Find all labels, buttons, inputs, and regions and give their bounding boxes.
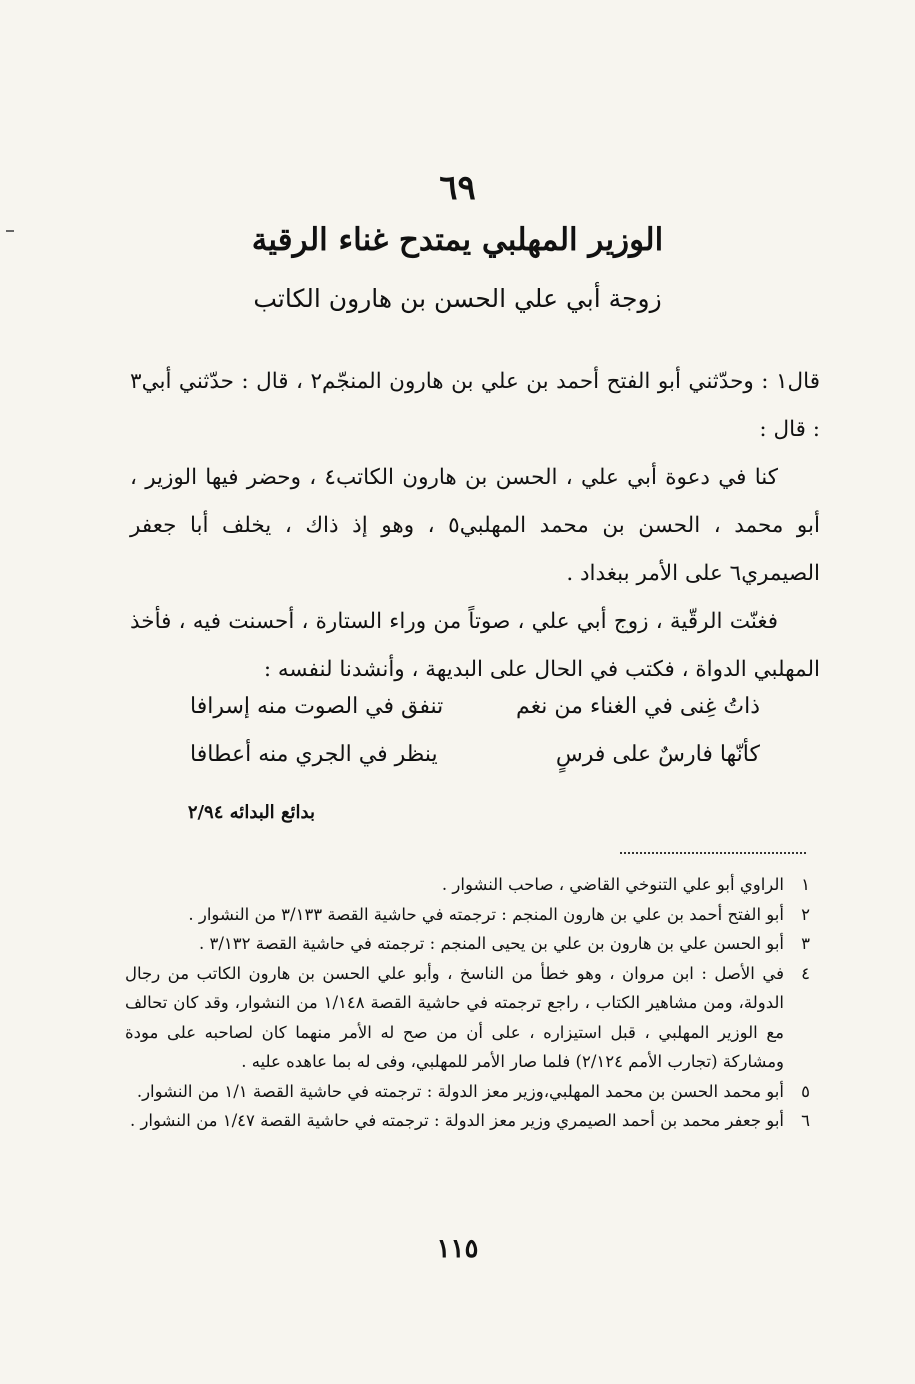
footnote-number: ٥ — [801, 1081, 810, 1101]
footnotes — [125, 870, 810, 1136]
verse-hemistich: تنفق في الصوت منه إسرافا — [190, 694, 444, 719]
verse-hemistich: ينظر في الجري منه أعطافا — [190, 742, 438, 767]
page-number: ١١٥ — [436, 1234, 479, 1264]
paragraph: قال١ : وحدّثني أبو الفتح أحمد بن علي بن هارون المنجّم٢ ، قال : حدّثني أبي٣ : قال : — [130, 369, 820, 442]
verse-hemistich: كأنّها فارسٌ على فرسٍ — [555, 742, 760, 767]
paragraph: فغنّت الرقّية ، زوج أبي علي ، صوتاً من وراء الستارة ، أحسنت فيه ، فأخذ المهلبي الدواة ، فكتب في الحال على البديهة ، وأنشدنا لنفسه : — [130, 609, 820, 682]
footnote-number: ٢ — [801, 904, 810, 924]
verse-line — [190, 694, 760, 719]
footnote-text: أبو محمد الحسن بن محمد المهلبي،وزير معز الدولة : ترجمته في حاشية القصة ١/١ من النشوار. — [136, 1081, 784, 1101]
footnote-text: أبو الفتح أحمد بن علي بن هارون المنجم : ترجمته في حاشية القصة ٣/١٣٣ من النشوار . — [188, 904, 784, 924]
footnote-text: أبو الحسن علي بن هارون بن علي بن يحيى المنجم : ترجمته في حاشية القصة ٣/١٣٢ . — [199, 934, 784, 953]
footnote-divider — [620, 852, 806, 854]
verse-hemistich: ذاتُ غِنى في الغناء من نغم — [516, 694, 760, 719]
footnote-text: في الأصل : ابن مروان ، وهو خطأ من الناسخ ، وأبو علي الحسن بن هارون الكاتب من رجال الدولة، ومن مشاهير الكتاب ، راجع ترجمته في حاشية القصة ١/١٤٨ من النشوار، وقد كان تحالف مع الوزير المهلبي ، قبل استيزاره ، على أن من صح له الأمر منهما كان لصاحبه على مودة ومشاركة (تجارب الأمم ٢/١٢٤) فلما صار الأمر للمهلبي، وفى له بما عاهده عليه . — [125, 963, 785, 1071]
paragraph: كنا في دعوة أبي علي ، الحسن بن هارون الكاتب٤ ، وحضر فيها الوزير ، أبو محمد ، الحسن بن محمد المهلبي٥ ، وهو إذ ذاك ، يخلف أبا جعفر الصيمري٦ على الأمر ببغداد . — [130, 465, 820, 586]
story-body — [130, 358, 820, 694]
footnote-number: ٤ — [801, 963, 810, 983]
footnote — [125, 929, 810, 959]
footnote-number: ١ — [801, 875, 810, 894]
footnote — [125, 959, 810, 1077]
footnote — [125, 870, 810, 900]
footnote-number: ٣ — [801, 934, 810, 953]
story-subtitle: زوجة أبي علي الحسن بن هارون الكاتب — [253, 284, 662, 313]
source-citation: بدائع البدائه ٢/٩٤ — [187, 802, 315, 823]
footnote — [125, 900, 810, 930]
footnote-text: الراوي أبو علي التنوخي القاضي ، صاحب النشوار . — [441, 875, 784, 894]
footnote — [125, 1077, 810, 1107]
footnote-text: أبو جعفر محمد بن أحمد الصيمري وزير معز الدولة : ترجمته في حاشية القصة ١/٤٧ من النشوار . — [129, 1111, 784, 1130]
footnote-number: ٦ — [801, 1111, 810, 1130]
verse-line — [190, 742, 760, 767]
footnote — [125, 1106, 810, 1136]
story-title: الوزير المهلبي يمتدح غناء الرقية — [251, 222, 664, 258]
story-number: ٦٩ — [439, 168, 476, 208]
